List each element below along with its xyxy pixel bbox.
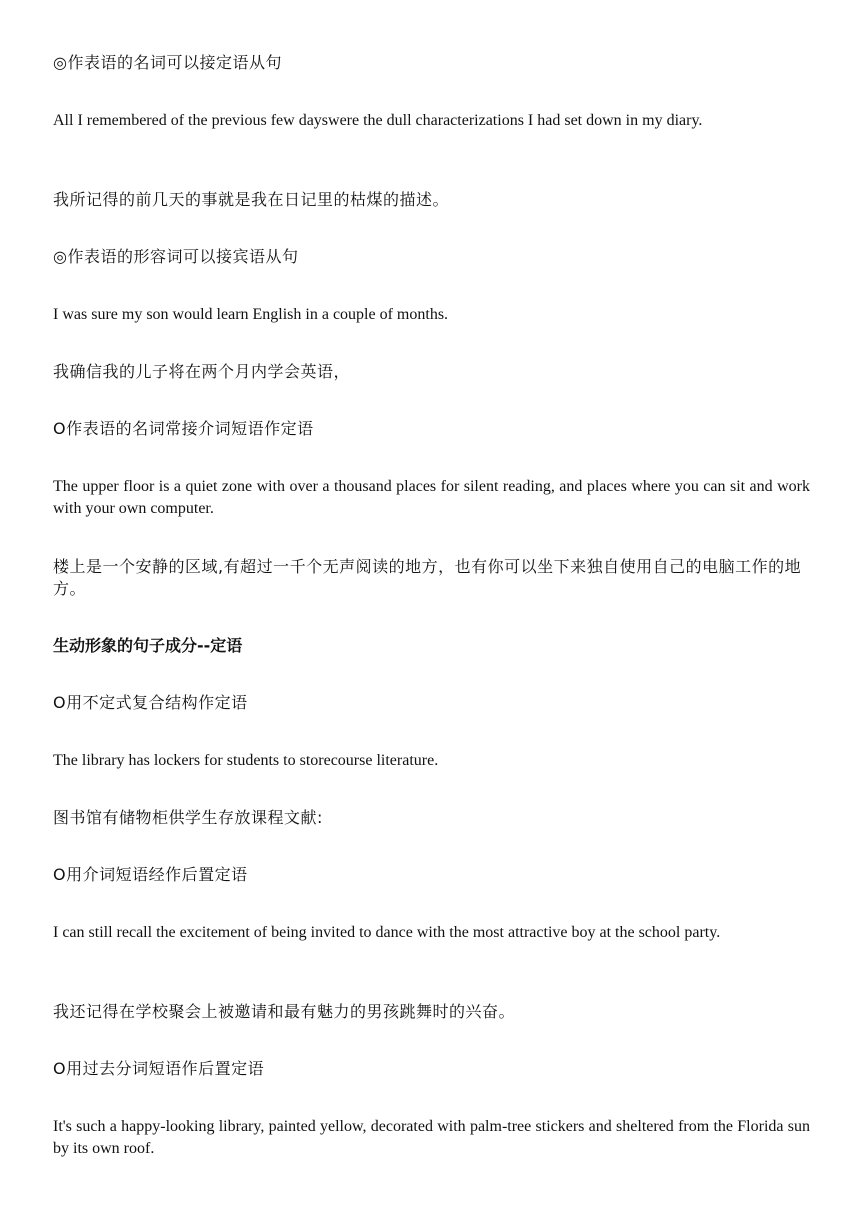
example-sentence-school-party: I can still recall the excitement of being invited to dance with the most attractive boy at the school party.	[53, 924, 721, 941]
example-sentence-happy-library: It's such a happy-looking library, painted yellow, decorated with palm-tree stickers and sheltered from the Florida sun by its own roof.	[53, 1118, 810, 1157]
example-sentence-son-english: I was sure my son would learn English in a couple of months.	[53, 306, 449, 323]
point-heading-prepositional-postpositive: O用介词短语经作后置定语	[53, 865, 248, 884]
point-heading-past-participle-postpositive: O用过去分词短语作后置定语	[53, 1059, 265, 1078]
translation-lockers: 图书馆有储物柜供学生存放课程文献:	[53, 808, 323, 827]
example-sentence-lockers: The library has lockers for students to storecourse literature.	[53, 752, 439, 769]
example-sentence-upper-floor: The upper floor is a quiet zone with over a thousand places for silent reading, and places where you can sit and work with your own computer.	[53, 478, 810, 517]
point-heading-adjective-object-clause: ◎作表语的形容词可以接宾语从句	[53, 247, 299, 266]
translation-diary: 我所记得的前几天的事就是我在日记里的枯煤的描述。	[53, 190, 450, 209]
point-heading-noun-attributive-clause: ◎作表语的名词可以接定语从句	[53, 53, 282, 72]
translation-upper-floor: 楼上是一个安静的区域,有超过一千个无声阅读的地方，也有你可以坐下来独自使用自己的电脑工作的地方。	[53, 557, 802, 598]
section-heading-attributive: 生动形象的句子成分--定语	[53, 636, 243, 655]
translation-son-english: 我确信我的儿子将在两个月内学会英语，	[53, 362, 351, 381]
point-heading-infinitive-compound: O用不定式复合结构作定语	[53, 693, 248, 712]
example-sentence-diary: All I remembered of the previous few dayswere the dull characterizations I had set down in my diary.	[53, 112, 703, 129]
translation-school-party: 我还记得在学校聚会上被邀请和最有魅力的男孩跳舞时的兴奋。	[53, 1002, 516, 1021]
point-heading-noun-prepositional-phrase: O作表语的名词常接介词短语作定语	[53, 419, 314, 438]
